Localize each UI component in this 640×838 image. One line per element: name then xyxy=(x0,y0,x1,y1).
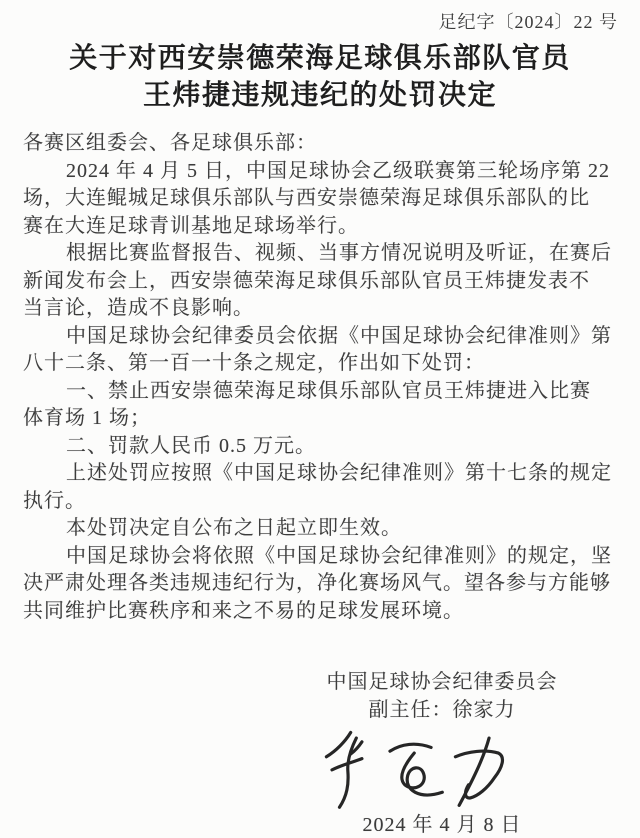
body-line: 共同维护比赛秩序和来之不易的足球发展环境。 xyxy=(23,599,464,622)
body-line: 一、禁止西安崇德荣海足球俱乐部队官员王炜捷进入比赛 xyxy=(66,379,591,402)
handwritten-signature-icon xyxy=(278,725,558,811)
body-line: 场，大连鲲城足球俱乐部队与西安崇德荣海足球俱乐部队的比 xyxy=(23,187,590,209)
body-line: 体育场 1 场； xyxy=(23,407,151,429)
body-line: 根据比赛监督报告、视频、当事方情况说明及听证，在赛后 xyxy=(66,242,612,264)
doc-number: 足纪字〔2024〕22 号 xyxy=(438,12,618,32)
document-title-line1: 关于对西安崇德荣海足球俱乐部队官员 xyxy=(69,43,571,74)
body-line: 新闻发布会上，西安崇德荣海足球俱乐部队官员王炜捷发表不 xyxy=(23,269,590,292)
body-line: 中国足球协会将依照《中国足球协会纪律准则》的规定，坚 xyxy=(66,544,612,567)
document-title xyxy=(0,40,640,114)
body-line: 八十二条、第一百一十条之规定，作出如下处罚： xyxy=(23,352,485,374)
body-line: 执行。 xyxy=(23,489,86,512)
document-body xyxy=(0,130,640,625)
body-line: 中国足球协会纪律委员会依据《中国足球协会纪律准则》第 xyxy=(66,324,612,347)
body-line: 当言论，造成不良影响。 xyxy=(23,297,254,319)
body-line: 2024 年 4 月 5 日，中国足球协会乙级联赛第三轮场序第 22 xyxy=(66,159,610,182)
body-line: 决严肃处理各类违规违纪行为，净化赛场风气。望各参与方能够 xyxy=(23,572,611,594)
body-line: 二、罚款人民币 0.5 万元。 xyxy=(66,434,316,457)
body-line: 赛在大连足球青训基地足球场举行。 xyxy=(23,214,359,237)
signature-block xyxy=(302,669,582,838)
signature-org: 中国足球协会纪律委员会 xyxy=(326,671,558,693)
body-line: 本处罚决定自公布之日起立即生效。 xyxy=(66,517,402,539)
signature-title: 副主任：徐家力 xyxy=(368,699,516,721)
body-line: 各赛区组委会、各足球俱乐部： xyxy=(23,132,317,154)
body-line: 上述处罚应按照《中国足球协会纪律准则》第十七条的规定 xyxy=(66,462,612,484)
signature-date: 2024 年 4 月 8 日 xyxy=(362,814,522,836)
document-title-line2: 王炜捷违规违纪的处罚决定 xyxy=(142,80,497,111)
